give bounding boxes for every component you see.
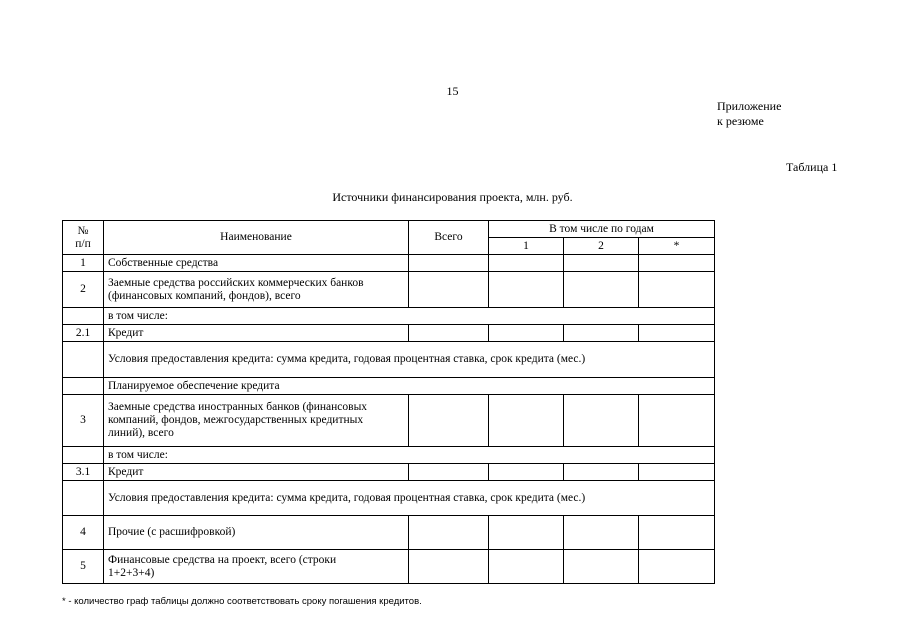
row-name: Заемные средства российских коммерческих банков (финансовых компаний, фондов), всего [104,272,409,308]
cell-year-more [639,464,715,481]
row-including-label: в том числе: [104,308,715,325]
header-by-years: В том числе по годам [489,221,715,238]
row-number: 2 [63,272,104,308]
row-name: Собственные средства [104,255,409,272]
cell-year-1 [489,272,564,308]
row-number-empty [63,342,104,378]
header-number: № п/п [63,221,104,255]
table-row-collateral [63,378,715,395]
cell-total [409,516,489,550]
header-name: Наименование [104,221,409,255]
row-number: 3 [63,395,104,447]
cell-year-more [639,395,715,447]
row-number: 2.1 [63,325,104,342]
table-row [63,550,715,584]
row-number-empty [63,308,104,325]
cell-year-1 [489,464,564,481]
cell-year-2 [564,325,639,342]
footnote: * - количество граф таблицы должно соответствовать сроку погашения кредитов. [62,596,422,607]
row-number: 5 [63,550,104,584]
table-row [63,395,715,447]
cell-total [409,272,489,308]
cell-year-more [639,272,715,308]
table-title: Источники финансирования проекта, млн. руб. [332,190,573,204]
cell-year-2 [564,550,639,584]
header-year-more: * [639,238,715,255]
table-row-including [63,447,715,464]
credit-terms-text: Условия предоставления кредита: сумма кредита, годовая процентная ставка, срок кредита (мес.) [104,481,715,516]
row-name: Финансовые средства на проект, всего (строки 1+2+3+4) [104,550,409,584]
row-name: Кредит [104,325,409,342]
table-row [63,464,715,481]
cell-year-1 [489,395,564,447]
cell-year-2 [564,255,639,272]
appendix-line-2: к резюме [717,114,764,128]
table-row-credit-terms [63,481,715,516]
page-number: 15 [446,84,459,98]
cell-year-more [639,325,715,342]
row-number-empty [63,481,104,516]
row-name: Кредит [104,464,409,481]
cell-total [409,395,489,447]
cell-year-2 [564,516,639,550]
cell-year-more [639,516,715,550]
cell-year-2 [564,272,639,308]
cell-year-1 [489,516,564,550]
header-year-1: 1 [489,238,564,255]
row-name: Прочие (с расшифровкой) [104,516,409,550]
row-number: 1 [63,255,104,272]
cell-year-1 [489,550,564,584]
cell-total [409,464,489,481]
row-number-empty [63,447,104,464]
table-header-row [63,221,715,238]
appendix-label [717,99,781,129]
row-name: Заемные средства иностранных банков (финансовых компаний, фондов, межгосударственных кредитных линий), всего [104,395,409,447]
table-row [63,516,715,550]
table-row-credit-terms [63,342,715,378]
table-row-including [63,308,715,325]
cell-year-2 [564,464,639,481]
cell-total [409,255,489,272]
row-number: 3.1 [63,464,104,481]
collateral-text: Планируемое обеспечение кредита [104,378,715,395]
cell-year-2 [564,395,639,447]
table-row [63,272,715,308]
header-total: Всего [409,221,489,255]
table-row [63,325,715,342]
cell-total [409,325,489,342]
cell-year-1 [489,325,564,342]
row-including-label: в том числе: [104,447,715,464]
appendix-line-1: Приложение [717,99,782,113]
header-year-2: 2 [564,238,639,255]
table-row [63,255,715,272]
row-number-empty [63,378,104,395]
cell-year-more [639,255,715,272]
table-label: Таблица 1 [786,160,838,174]
financing-sources-table [62,220,715,584]
cell-year-1 [489,255,564,272]
row-number: 4 [63,516,104,550]
credit-terms-text: Условия предоставления кредита: сумма кредита, годовая процентная ставка, срок кредита (мес.) [104,342,715,378]
cell-year-more [639,550,715,584]
cell-total [409,550,489,584]
